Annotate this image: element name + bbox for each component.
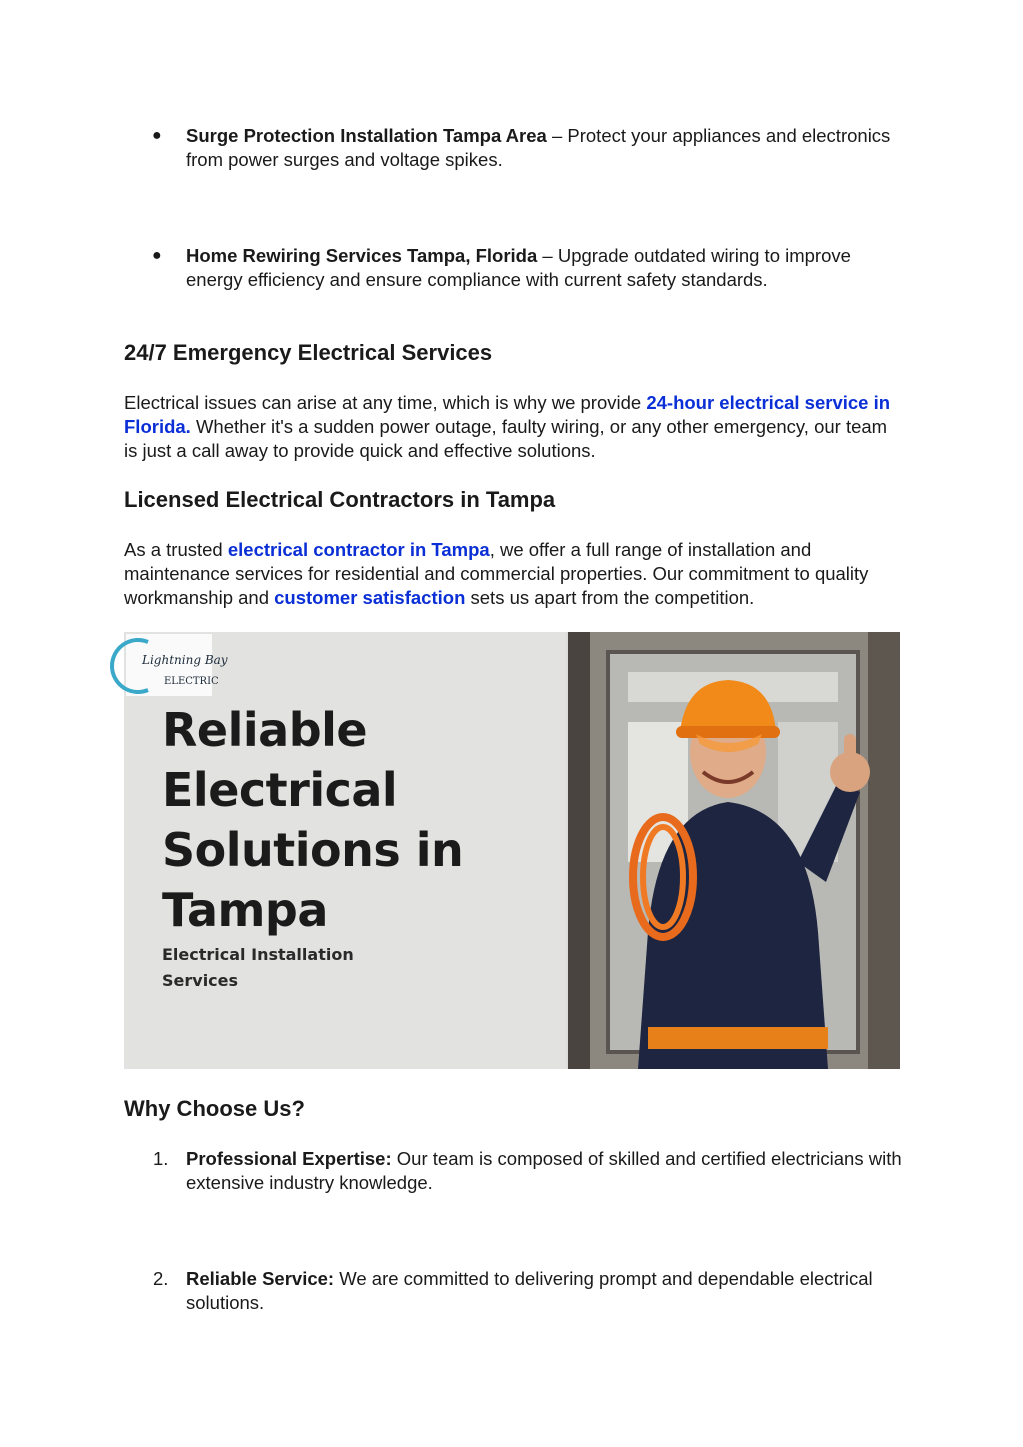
- list-item: [152, 244, 906, 292]
- electrician-illustration: [568, 632, 900, 1069]
- contractor-link[interactable]: electrical contractor in Tampa: [227, 539, 490, 560]
- headline-line: Electrical: [162, 763, 398, 817]
- electrician-photo: [568, 632, 900, 1069]
- bullet-text: – Upgrade outdated wiring to improve energy efficiency and ensure compliance with current safety standards.: [186, 245, 851, 290]
- headline-line: Tampa: [162, 883, 328, 937]
- svg-text:ELECTRIC: ELECTRIC: [164, 676, 219, 687]
- paragraph-text: Electrical issues can arise at any time, which is why we provide: [124, 392, 647, 413]
- subheadline-line: Electrical Installation: [162, 945, 354, 964]
- subheadline-line: Services: [162, 971, 239, 990]
- list-number: 1.: [153, 1148, 169, 1169]
- section-heading: Licensed Electrical Contractors in Tampa: [124, 487, 556, 512]
- bullet-icon: ●: [152, 247, 162, 264]
- emergency-service-link[interactable]: 24-hour electrical service in Florida.: [124, 392, 891, 437]
- paragraph-text: sets us apart from the competition.: [465, 587, 755, 608]
- banner-image: [124, 632, 900, 1069]
- list-number: 2.: [153, 1268, 169, 1289]
- bullet-icon: ●: [152, 127, 162, 144]
- contractors-paragraph: [124, 538, 900, 610]
- paragraph-text: As a trusted: [124, 539, 228, 560]
- section-heading: Why Choose Us?: [124, 1096, 305, 1121]
- list-item: [153, 1147, 906, 1195]
- bullet-title: Surge Protection Installation Tampa Area: [186, 125, 547, 146]
- headline-line: Reliable: [162, 703, 368, 757]
- item-title: Reliable Service:: [186, 1268, 335, 1289]
- item-text: We are committed to delivering prompt and dependable electrical solutions.: [186, 1268, 873, 1313]
- emergency-paragraph: [124, 391, 894, 463]
- bullet-text: – Protect your appliances and electronics from power surges and voltage spikes.: [186, 125, 891, 170]
- banner-subheadline: [162, 942, 354, 994]
- banner-text-panel: [124, 632, 566, 1069]
- item-title: Professional Expertise:: [186, 1148, 392, 1169]
- svg-text:Lightning Bay: Lightning Bay: [142, 653, 228, 667]
- logo-ring-icon: [126, 634, 228, 696]
- bullet-title: Home Rewiring Services Tampa, Florida: [186, 245, 538, 266]
- list-item: [152, 124, 906, 172]
- paragraph-text: Whether it's a sudden power outage, faulty wiring, or any other emergency, our team is just a call away to provide quick and effective solutions.: [124, 416, 888, 461]
- headline-line: Solutions in: [162, 823, 464, 877]
- company-logo: [126, 634, 228, 696]
- item-text: Our team is composed of skilled and certified electricians with extensive industry knowledge.: [186, 1148, 902, 1193]
- paragraph-text: , we offer a full range of installation and maintenance services for residential and commercial properties. Our commitment to quality workmanship and: [124, 539, 869, 608]
- list-item: [153, 1267, 906, 1315]
- section-heading: 24/7 Emergency Electrical Services: [124, 340, 493, 365]
- banner-headline: [162, 700, 463, 940]
- customer-satisfaction-link[interactable]: customer satisfaction: [274, 587, 466, 608]
